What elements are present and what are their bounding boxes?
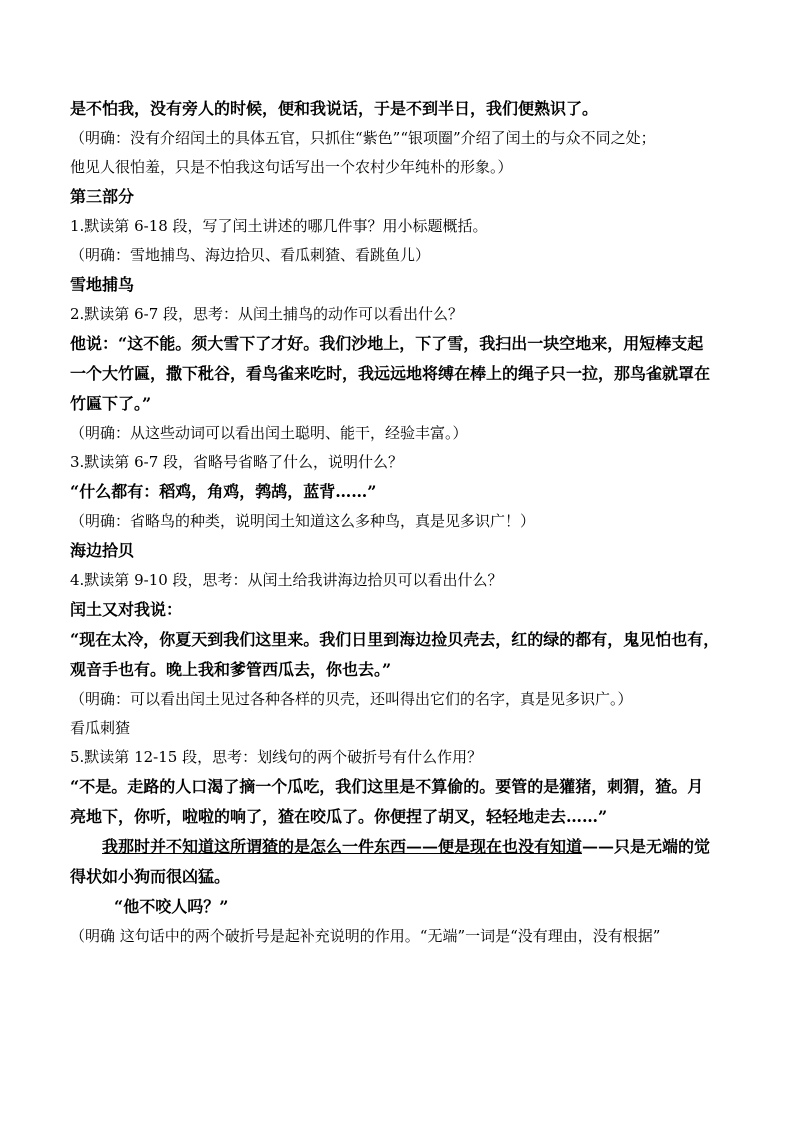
answer-line: （明确 这句话中的两个破折号是起补充说明的作用。“无端”一词是“没有理由，没有根据” [70, 927, 661, 945]
question-line: 2.默读第 6-7 段，思考：从闰土捕鸟的动作可以看出什么？ [70, 305, 464, 323]
subheading: 看瓜刺猹 [70, 719, 131, 737]
quote-line: 观音手也有。晚上我和爹管西瓜去，你也去。” [70, 660, 392, 679]
answer-line: （明确：没有介绍闰土的具体五官，只抓住“紫色”“银项圈”介绍了闰土的与众不同之处； [70, 129, 656, 147]
quote-line: 他说：“这不能。须大雪下了才好。我们沙地上，下了雪，我扫出一块空地来，用短棒支起 [70, 334, 704, 353]
question-line: 4.默读第 9-10 段，思考：从闰土给我讲海边拾贝可以看出什么？ [70, 571, 503, 589]
underlined-sentence-line [70, 832, 724, 862]
quote-line: “现在太冷，你夏天到我们这里来。我们日里到海边捡贝壳去，红的绿的都有，鬼见怕也有， [70, 630, 720, 649]
answer-line: （明确：从这些动词可以看出闰土聪明、能干，经验丰富。） [70, 424, 468, 442]
quote-line: 得状如小狗而很凶猛。 [70, 867, 231, 886]
text-line: 是不怕我，没有旁人的时候，便和我说话，于是不到半日，我们便熟识了。 [70, 99, 599, 118]
sentence-tail: ——只是无端的觉 [582, 837, 711, 856]
quote-line: 亮地下，你听，啦啦的响了，猹在咬瓜了。你便捏了胡叉，轻轻地走去……” [70, 807, 608, 826]
answer-line: 他见人很怕羞，只是不怕我这句话写出一个农村少年纯朴的形象。） [70, 158, 513, 176]
subheading: 雪地捕鸟 [70, 275, 135, 294]
answer-line: （明确：省略鸟的种类，说明闰土知道这么多种鸟，真是见多识广！） [70, 512, 536, 530]
answer-line: （明确：可以看出闰土见过各种各样的贝壳，还叫得出它们的名字，真是见多识广。） [70, 690, 633, 708]
quote-line: 竹匾下了。” [70, 394, 152, 413]
text-line: 闰土又对我说： [70, 600, 183, 619]
underlined-sentence: 我那时并不知道这所谓猹的是怎么一件东西——便是现在也没有知道 [102, 837, 583, 856]
quote-line: “他不咬人吗？” [114, 897, 229, 916]
question-line: 5.默读第 12-15 段，思考：划线句的两个破折号有什么作用？ [70, 748, 483, 766]
question-line: 1.默读第 6-18 段，写了闰土讲述的哪几件事？用小标题概括。 [70, 217, 488, 235]
answer-line: （明确：雪地捕鸟、海边拾贝、看瓜刺猹、看跳鱼儿） [70, 246, 431, 264]
quote-line: “什么都有：稻鸡，角鸡，鹁鸪，蓝背……” [70, 482, 377, 501]
question-line: 3.默读第 6-7 段，省略号省略了什么，说明什么？ [70, 453, 404, 471]
quote-line: “不是。走路的人口渴了摘一个瓜吃，我们这里是不算偷的。要管的是獾猪，刺猬，猹。月 [70, 777, 704, 796]
quote-line: 一个大竹匾，撒下秕谷，看鸟雀来吃时，我远远地将缚在棒上的绳子只一拉，那鸟雀就罩在 [70, 364, 711, 383]
section-heading: 第三部分 [70, 187, 135, 206]
subheading: 海边拾贝 [70, 541, 135, 560]
